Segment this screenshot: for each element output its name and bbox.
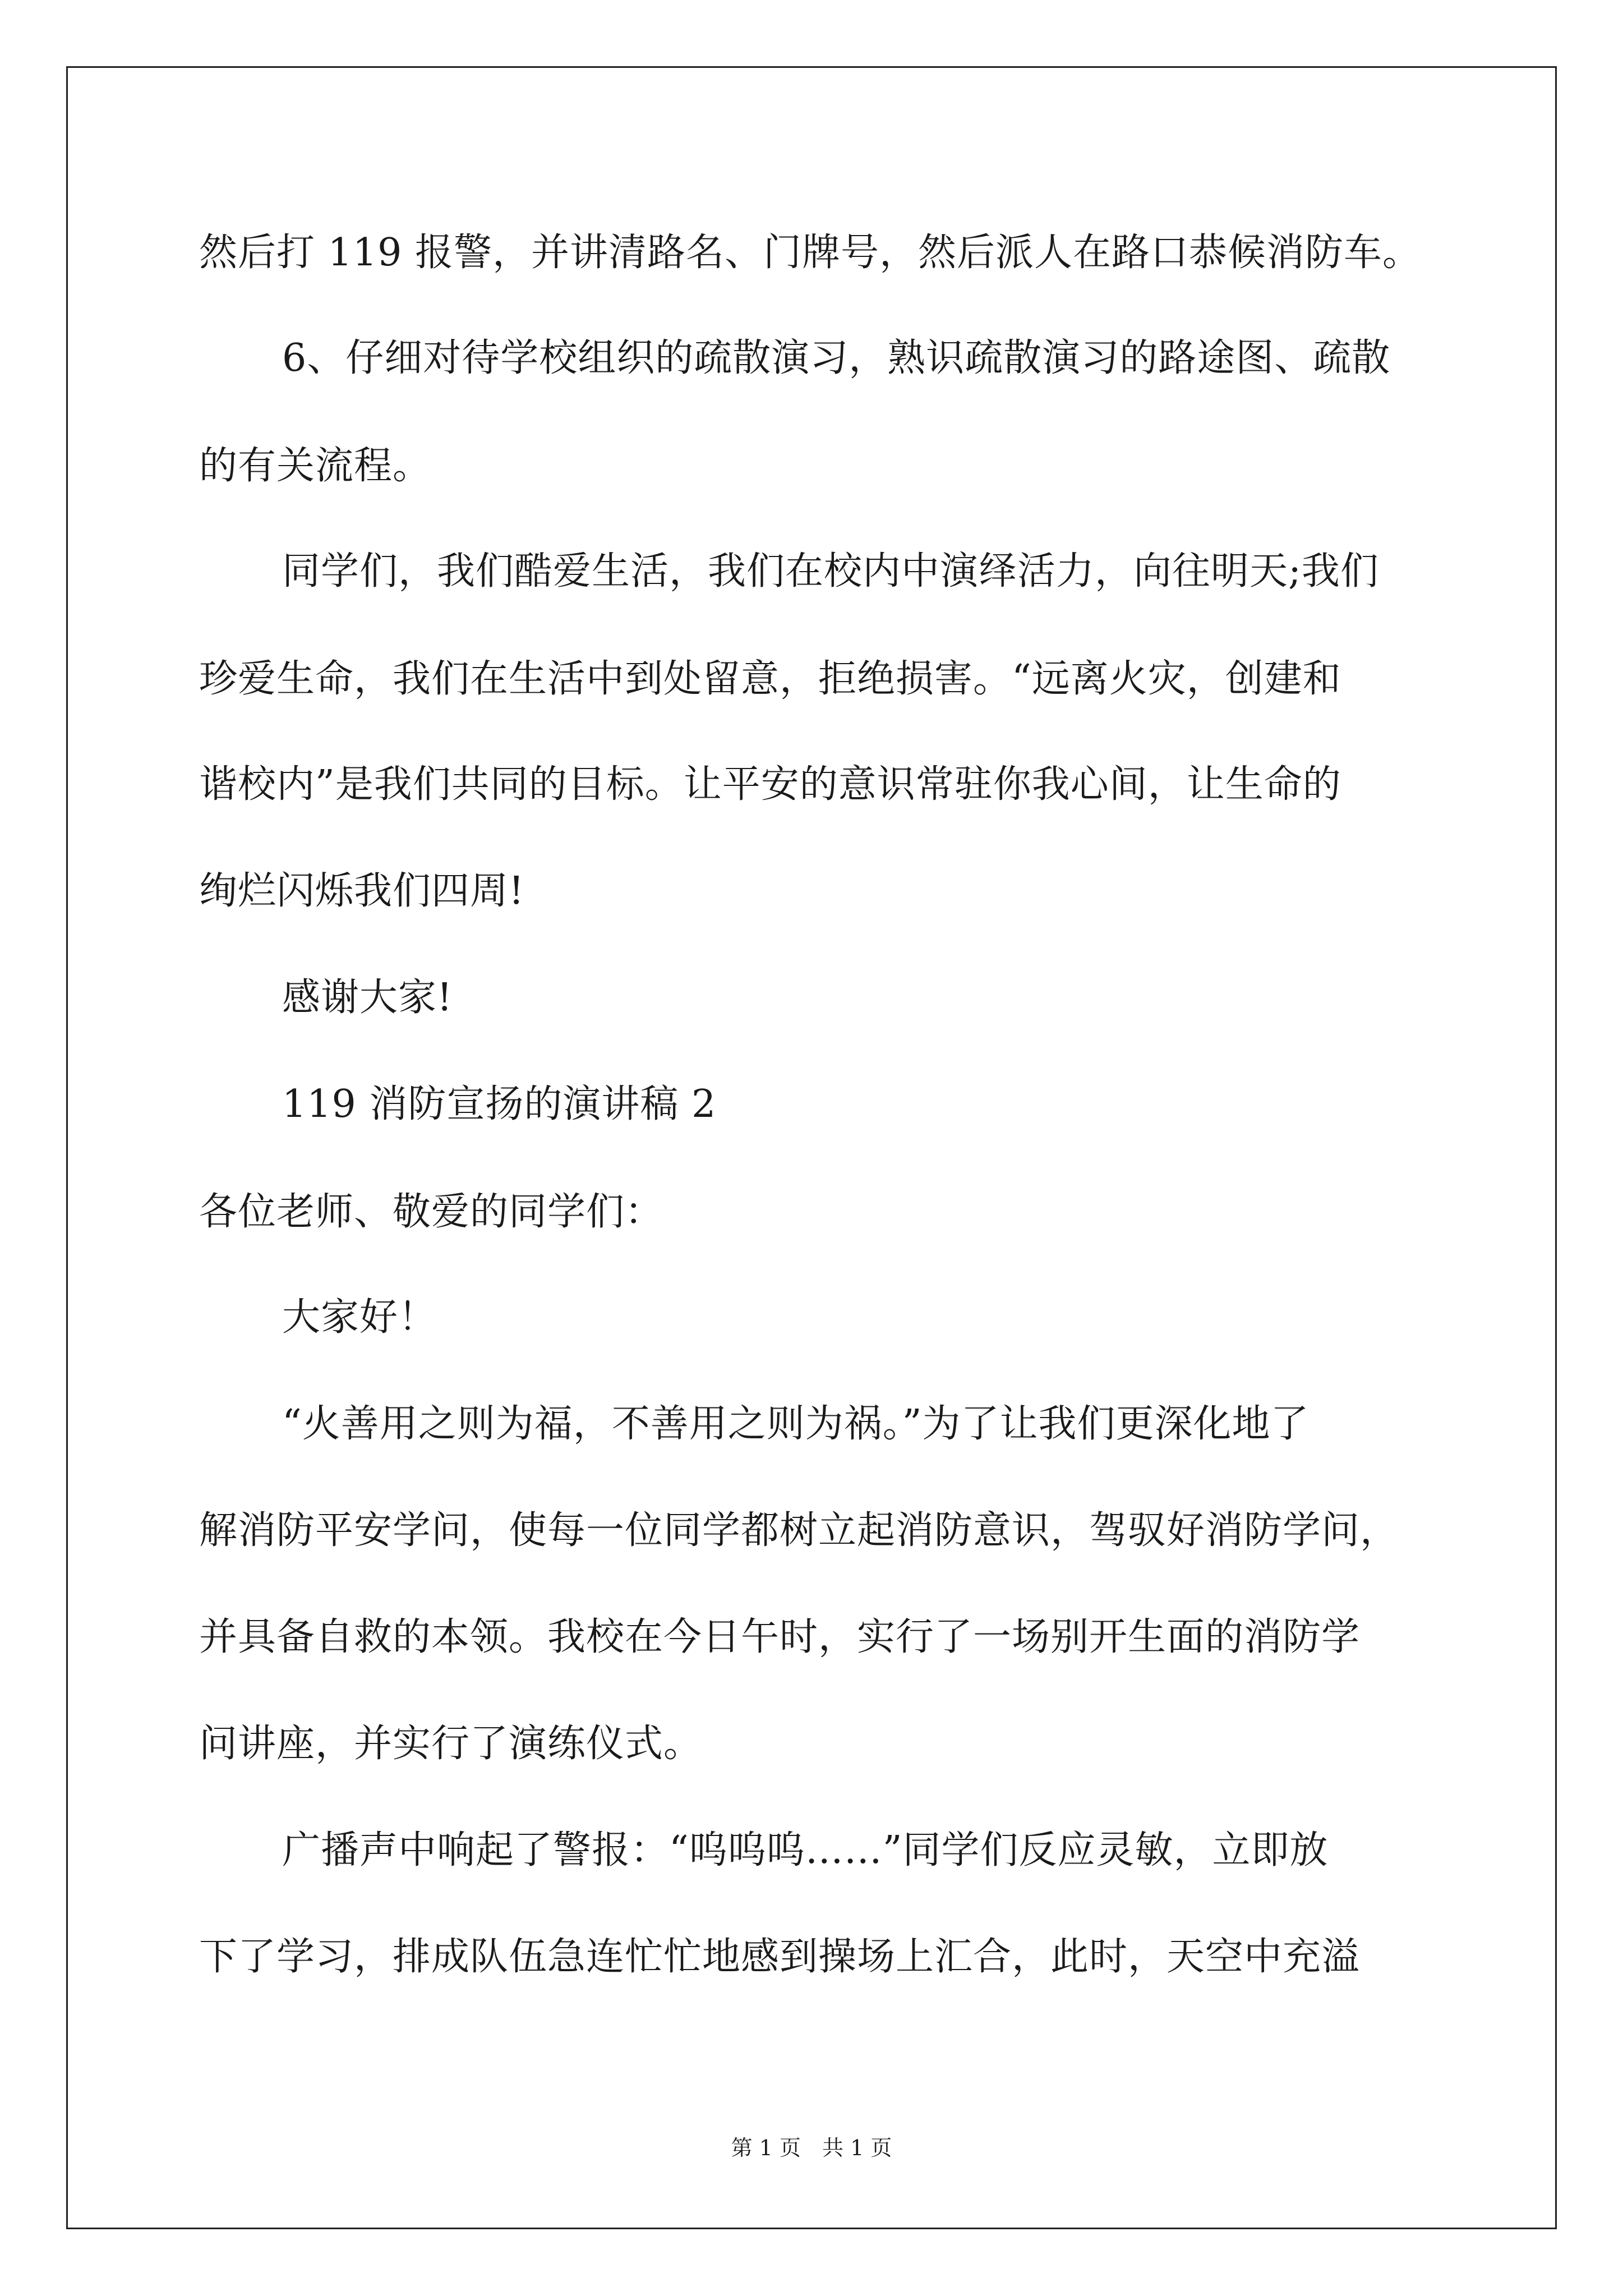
text-line: 感谢大家! <box>282 976 453 1020</box>
text-line: 并具备自救的本领。我校在今日午时，实行了一场别开生面的消防学 <box>199 1615 1361 1659</box>
greeting: 大家好！ <box>282 1295 437 1340</box>
section-heading: 119 消防宣扬的演讲稿 2 <box>282 1082 717 1126</box>
text-line: 然后打 119 报警，并讲清路名、门牌号，然后派人在路口恭候消防车。 <box>199 231 1422 275</box>
page-footer: 第 1 页 共 1 页 <box>731 2136 892 2160</box>
text-line: 问讲座，并实行了演练仪式。 <box>199 1722 703 1766</box>
text-line: 谐校内”是我们共同的目标。让平安的意识常驻你我心间，让生命的 <box>199 762 1341 807</box>
text-line: 广播声中响起了警报：“呜呜呜……”同学们反应灵敏，立即放 <box>282 1828 1329 1872</box>
text-line: 同学们，我们酷爱生活，我们在校内中演绎活力，向往明天;我们 <box>282 549 1379 593</box>
text-line: 6、仔细对待学校组织的疏散演习，熟识疏散演习的路途图、疏散 <box>282 336 1391 380</box>
text-line: 下了学习，排成队伍急连忙忙地感到操场上汇合，此时，天空中充溢 <box>199 1935 1361 1979</box>
text-line: 珍爱生命，我们在生活中到处留意，拒绝损害。“远离火灾，创建和 <box>199 657 1341 701</box>
text-line: “火善用之则为福，不善用之则为祸。”为了让我们更深化地了 <box>282 1402 1310 1446</box>
text-line: 绚烂闪烁我们四周! <box>199 869 525 913</box>
page-border <box>66 66 1557 2229</box>
text-line: 的有关流程。 <box>199 444 432 488</box>
text-line: 解消防平安学问，使每一位同学都树立起消防意识，驾驭好消防学问， <box>199 1508 1399 1553</box>
salutation: 各位老师、敬爱的同学们： <box>199 1190 664 1234</box>
